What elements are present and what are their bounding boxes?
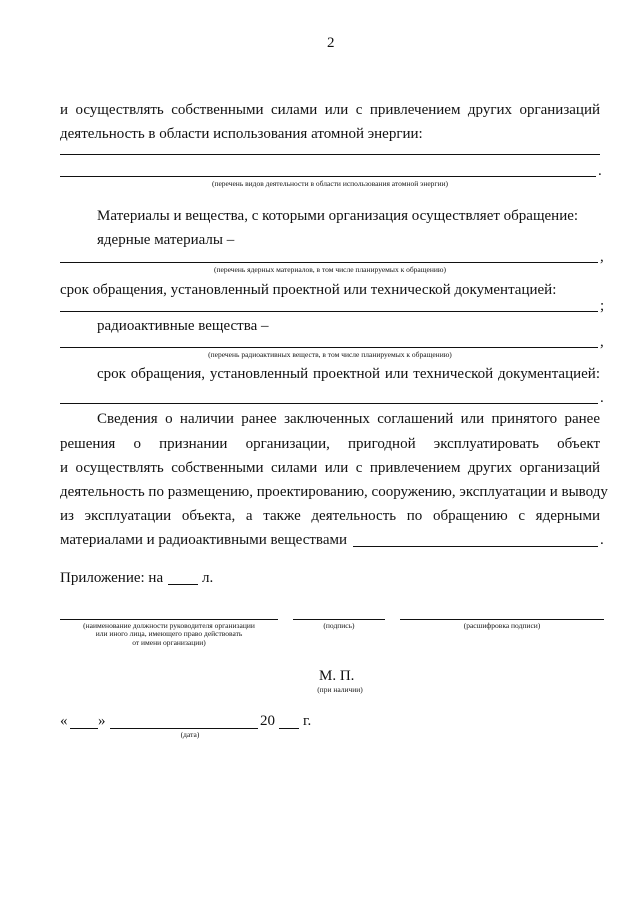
activities-field-line-1[interactable] [60,154,600,155]
info-line-1: Сведения о наличии ранее заключенных соглашений или принятого ранее [97,411,600,427]
date-day-field[interactable] [70,728,98,729]
term-label-1: срок обращения, установленный проектной или технической документацией: [60,282,557,298]
info-line-5: из эксплуатации объекта, а также деятельность по обращению с ядерными [60,508,600,524]
signature-field[interactable] [293,619,385,620]
date-year-field[interactable] [279,728,299,729]
nuclear-materials-label: ядерные материалы – [97,232,235,248]
activities-caption: (перечень видов деятельности в области использования атомной энергии) [211,179,449,188]
stamp-label: М. П. [319,668,355,684]
radioactive-comma: , [600,334,604,350]
intro-line-2: деятельность в области использования атомной энергии: [60,126,423,142]
date-year-prefix: 20 [260,713,275,729]
agreements-field[interactable] [353,546,598,547]
signature-caption: (подпись) [323,621,355,630]
position-field[interactable] [60,619,278,620]
signature-decode-field[interactable] [400,619,604,620]
date-open-quote: « [60,713,68,729]
position-caption-line-1: (наименование должности руководителя организации [83,621,255,630]
stamp-caption: (при наличии) [317,685,363,694]
date-close-quote: » [98,713,106,729]
nuclear-comma: , [600,249,604,265]
activities-dot: . [598,163,602,179]
nuclear-materials-caption: (перечень ядерных материалов, в том числе планируемых к обращению) [214,265,446,274]
intro-line-1: и осуществлять собственными силами или с привлечением других организаций [60,102,600,118]
info-line-2: решения о признании организации, пригодной эксплуатировать объект [60,436,600,452]
materials-heading: Материалы и вещества, с которыми организация осуществляет обращение: [97,208,579,224]
info-line-4: деятельность по размещению, проектированию, сооружению, эксплуатации и выводу [60,484,608,500]
date-caption: (дата) [180,730,200,739]
radioactive-substances-field[interactable] [60,347,598,348]
appendix-suffix: л. [202,570,214,586]
signature-decode-caption: (расшифровка подписи) [463,621,541,630]
date-year-suffix: г. [303,713,312,729]
appendix-prefix: Приложение: на [60,570,164,586]
nuclear-materials-field[interactable] [60,262,598,263]
term-dot: . [600,390,604,406]
appendix-pages-field[interactable] [168,584,198,585]
info-line-6: материалами и радиоактивными веществами [60,532,347,548]
term-field-1[interactable] [60,311,598,312]
activities-field-line-2[interactable] [60,176,596,177]
radioactive-substances-caption: (перечень радиоактивных веществ, в том числе планируемых к обращению) [208,350,452,359]
position-caption-line-3: от имени организации) [132,637,206,647]
info-line-3: и осуществлять собственными силами или с привлечением других организаций [60,460,600,476]
info-dot: . [600,532,604,548]
position-caption [60,622,278,647]
date-month-field[interactable] [110,728,258,729]
term-semicolon: ; [600,298,605,314]
term-field-2[interactable] [60,403,598,404]
position-caption-line-2: или иного лица, имеющего право действовать [95,629,243,639]
page-number: 2 [327,35,335,51]
term-label-2: срок обращения, установленный проектной или технической документацией: [97,366,600,382]
radioactive-substances-label: радиоактивные вещества – [97,318,269,334]
